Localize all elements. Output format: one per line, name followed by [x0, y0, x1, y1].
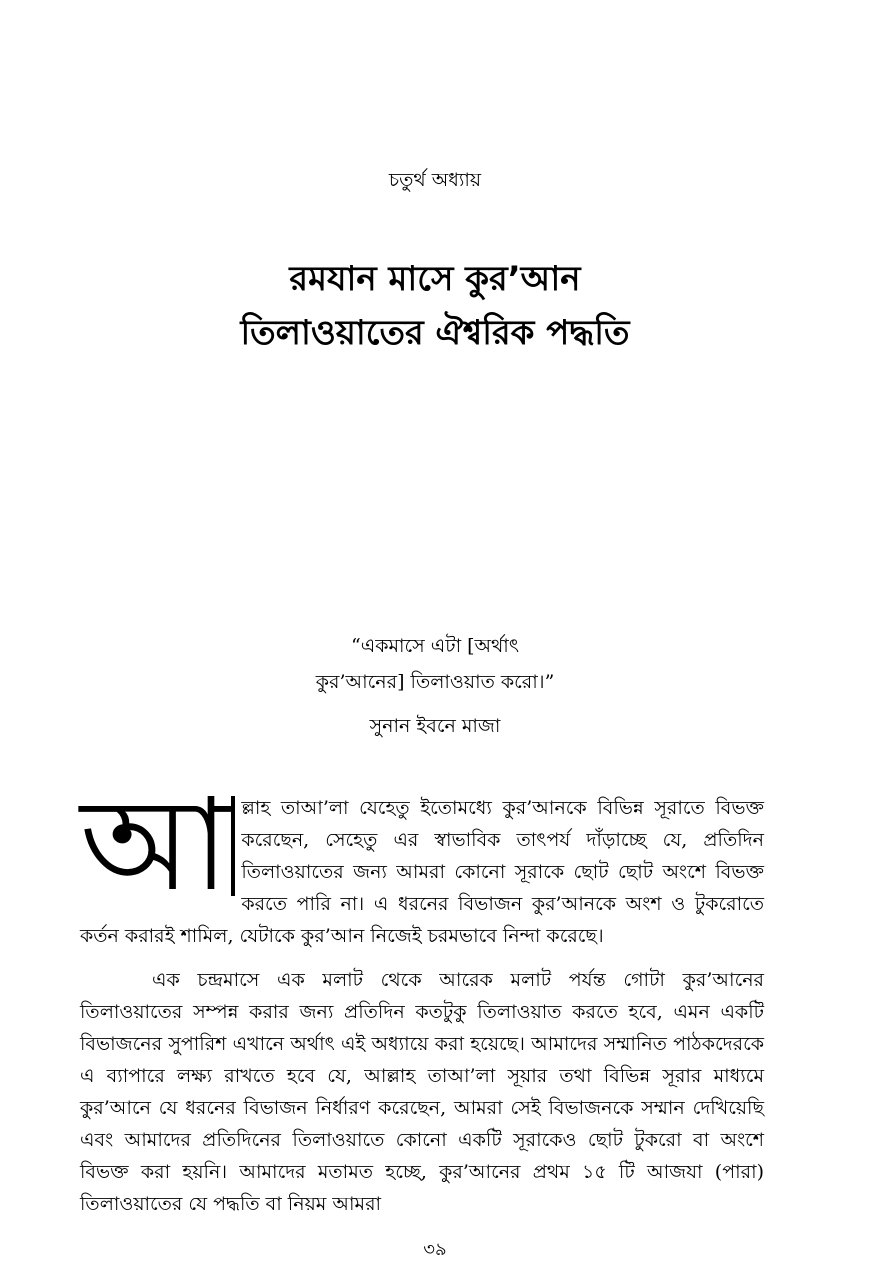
dropcap: আ	[80, 796, 235, 896]
chapter-title	[0, 252, 870, 360]
epigraph-line-1: “একমাসে এটা [অর্থাৎ	[351, 635, 519, 657]
chapter-title-line-1: রমযান মাসে কুর’আন	[289, 259, 581, 299]
epigraph-line-2: কুর’আনের] তিলাওয়াত করো।”	[315, 671, 555, 693]
paragraph-2: এক চন্দ্রমাসে এক মলাট থেকে আরেক মলাট পর্যন্ত গোটা কুর’আনের তিলাওয়াতের সম্পন্ন করার জন্য প্রতিদিন কতটুকু তিলাওয়াত করতে হবে, এমন একটি বিভাজনের সুপারিশ এখানে অর্থাৎ এই অধ্যায়ে করা হয়েছে। আমাদের সম্মানিত পাঠকদেরকে এ ব্যাপারে লক্ষ্য রাখতে হবে যে, আল্লাহ তাআ’লা সূয়ার তথা বিভিন্ন সূরার মাধ্যমে কুর’আনে যে ধরনের বিভাজন নির্ধারণ করেছেন, আমরা সেই বিভাজনকে সম্মান দেখিয়েছি এবং আমাদের প্রতিদিনের তিলাওয়াতে কোনো একটি সূরাকেও ছোট টুকরো বা অংশে বিভক্ত করা হয়নি। আমাদের মতামত হচ্ছে, কুর’আনের প্রথম ১৫ টি আজযা (পারা) তিলাওয়াতের যে পদ্ধতি বা নিয়ম আমরা	[80, 969, 764, 1215]
paragraph-1	[80, 771, 764, 952]
paragraph-1-text: ল্লাহ তাআ’লা যেহেতু ইতোমধ্যে কুর’আনকে বিভিন্ন সূরাতে বিভক্ত করেছেন, সেহেতু এর স্বাভাবিক তাৎপর্য দাঁড়াচ্ছে যে, প্রতিদিন তিলাওয়াতের জন্য আমরা কোনো সূরাকে ছোট ছোট অংশে বিভক্ত করতে পারি না। এ ধরনের বিভাজন কুর’আনকে অংশ ও টুকরোতে কর্তন করারই শামিল, যেটাকে কুর’আন নিজেই চরমভাবে নিন্দা করেছে।	[80, 797, 764, 947]
epigraph-source: সুনান ইবনে মাজা	[369, 715, 501, 737]
chapter-title-line-2: তিলাওয়াতের ঐশ্বরিক পদ্ধতি	[240, 313, 630, 353]
chapter-label: চতুর্থ অধ্যায়	[388, 169, 482, 191]
page-number: ৩৯	[423, 1239, 447, 1260]
body-text	[80, 771, 764, 1232]
epigraph	[0, 628, 870, 744]
